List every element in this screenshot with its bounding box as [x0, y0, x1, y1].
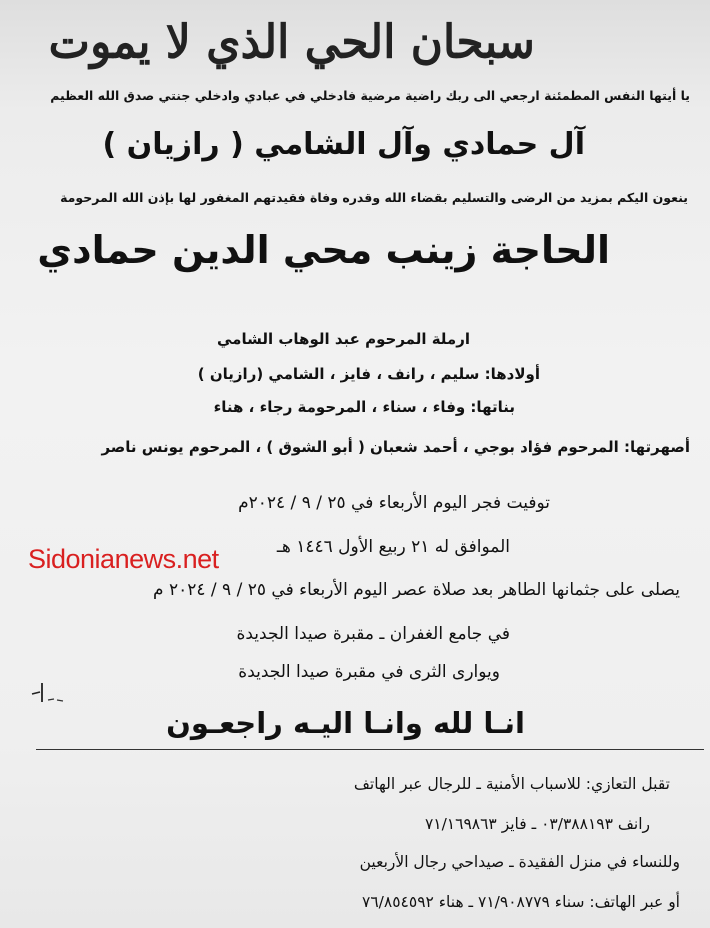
condolences-women: وللنساء في منزل الفقيدة ـ صيداحي رجال الأربعين	[359, 853, 680, 871]
quran-verse: يا أيتها النفس المطمئنة ارجعي الى ربك راضية مرضية فادخلي في عبادي وادخلي جنتي صدق الله العظيم	[50, 88, 690, 103]
sons-list: أولادها: سليم ، رانف ، فايز ، الشامي (رازيان )	[197, 365, 540, 383]
family-name: آل حمادي وآل الشامي ( رازيان )	[102, 127, 585, 162]
watermark: Sidonianews.net	[28, 544, 219, 574]
mosque-location: في جامع الغفران ـ مقبرة صيدا الجديدة	[236, 624, 510, 644]
men-phone-numbers: رانف ٠٣/٣٨٨١٩٣ ـ فايز ٧١/١٦٩٨٦٣	[424, 815, 650, 833]
mourning-text: ينعون اليكم بمزيد من الرضى والتسليم بقضاء الله وقدره وفاة فقيدتهم المغفور لها بإذن الله المرحومة	[60, 190, 688, 205]
deceased-name: الحاجة زينب محي الدين حمادي	[37, 228, 610, 272]
closing-phrase: انـا لله وانـا اليـه راجعـون	[166, 706, 525, 740]
handwritten-mark-icon	[30, 680, 72, 706]
condolences-men: تقبل التعازي: للاسباب الأمنية ـ للرجال عبر الهاتف	[353, 775, 670, 793]
daughters-list: بناتها: وفاء ، سناء ، المرحومة رجاء ، هناء	[213, 398, 515, 416]
divider-line	[36, 749, 704, 750]
death-date: توفيت فجر اليوم الأربعاء في ٢٥ / ٩ / ٢٠٢٤م	[238, 493, 550, 513]
burial-location: ويوارى الثرى في مقبرة صيدا الجديدة	[238, 662, 500, 682]
widow-of: ارملة المرحوم عبد الوهاب الشامي	[217, 330, 470, 348]
funeral-prayer: يصلى على جثمانها الطاهر بعد صلاة عصر اليوم الأربعاء في ٢٥ / ٩ / ٢٠٢٤ م	[153, 580, 680, 600]
calligraphy-headline: سبحان الحي الذي لا يموت	[48, 15, 535, 70]
women-phone-numbers: أو عبر الهاتف: سناء ٧١/٩٠٨٧٧٩ ـ هناء ٧٦/٨٥٤٥٩٢	[362, 893, 680, 911]
sons-in-law-list: أصهرتها: المرحوم فؤاد بوجي ، أحمد شعبان ( أبو الشوق ) ، المرحوم يونس ناصر	[101, 438, 690, 456]
hijri-date: الموافق له ٢١ ربيع الأول ١٤٤٦ هـ	[276, 537, 510, 557]
